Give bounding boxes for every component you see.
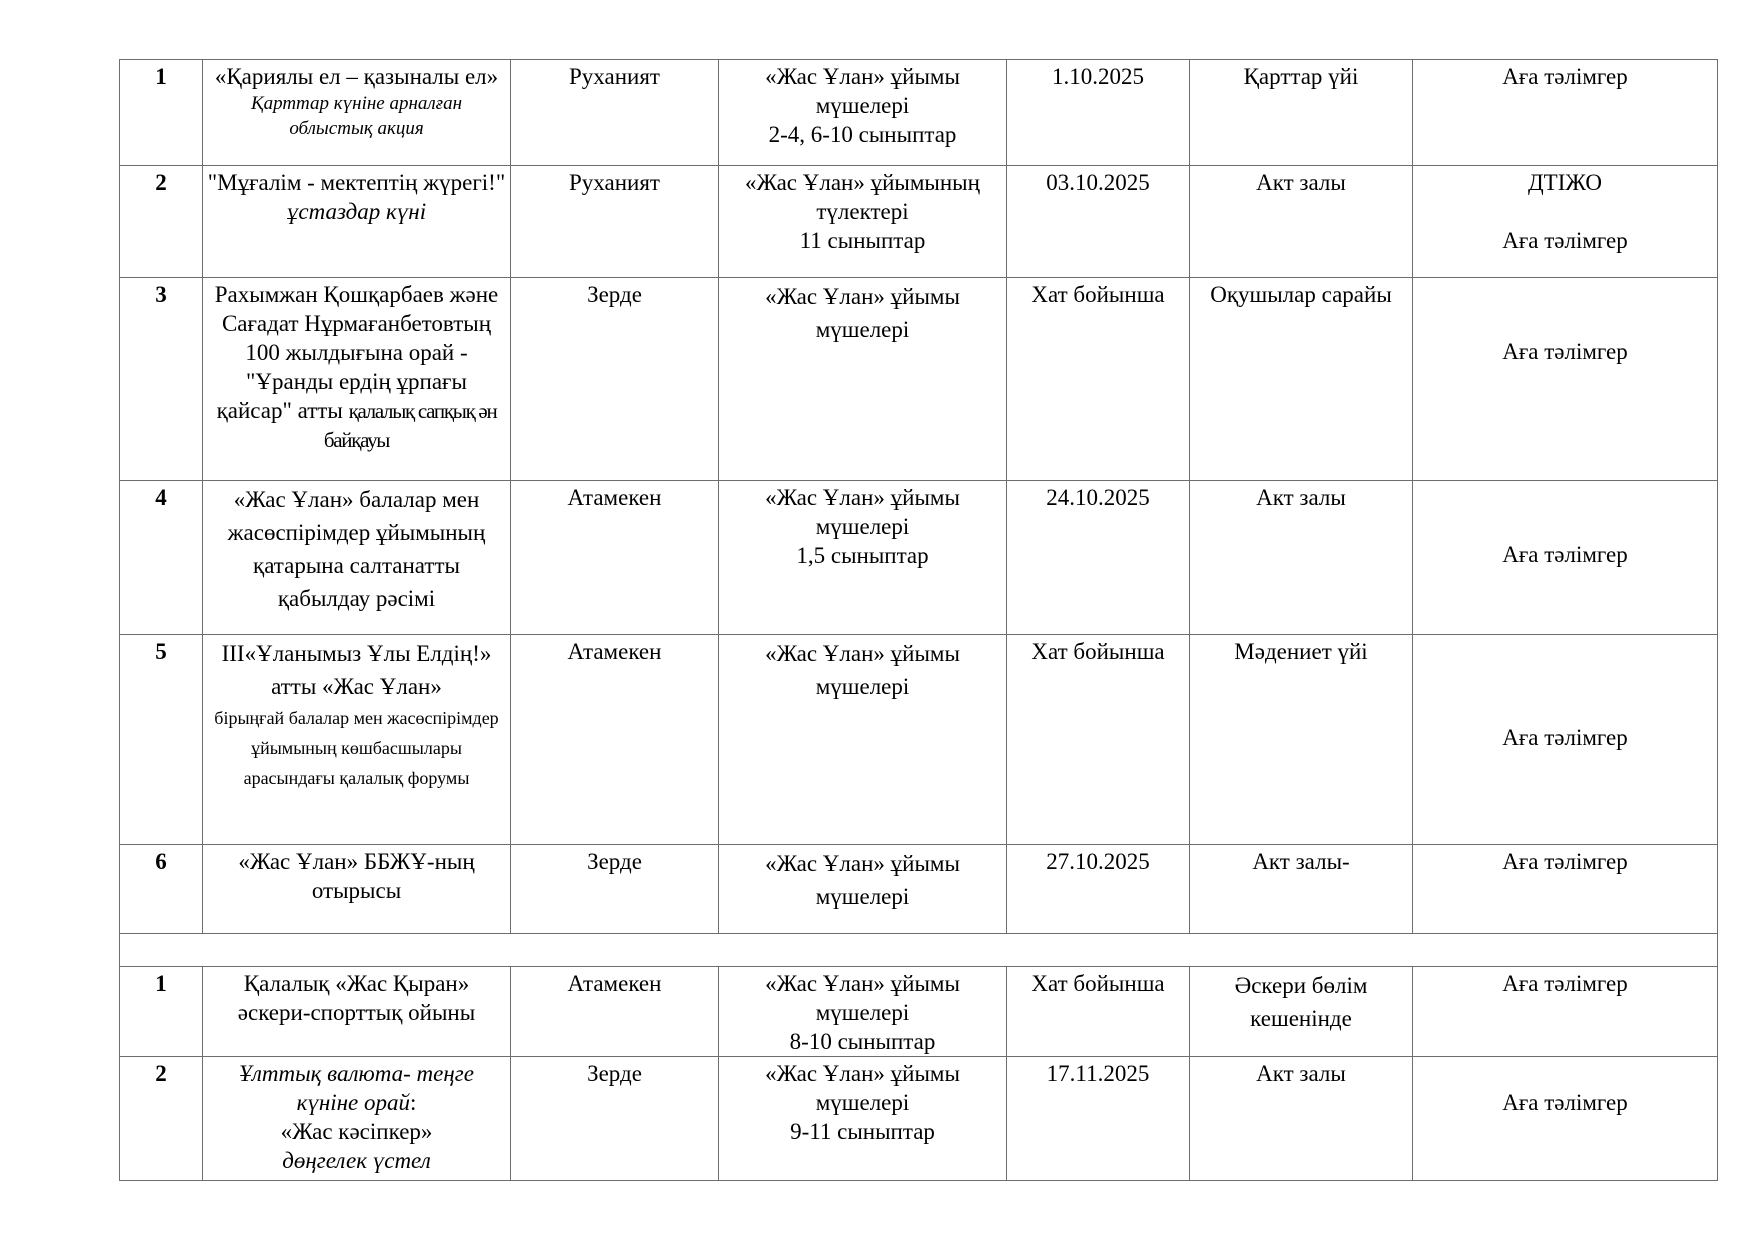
- classes-text: 2-4, 6-10 сыныптар: [768, 122, 957, 147]
- row-number: 5: [120, 635, 203, 845]
- participants-cell: «Жас Ұлан» ұйымы мүшелері: [719, 845, 1007, 934]
- table-row: [120, 481, 1718, 635]
- table-row: [120, 278, 1718, 481]
- responsible-text: Аға тәлімгер: [1502, 725, 1628, 750]
- row-number: 4: [120, 481, 203, 635]
- place-cell: Мәдениет үйі: [1190, 635, 1413, 845]
- direction-cell: Зерде: [511, 845, 719, 934]
- events-plan-table: [119, 59, 1718, 1181]
- direction-cell: Атамекен: [511, 967, 719, 1057]
- classes-text: 8-10 сыныптар: [789, 1029, 936, 1054]
- responsible-secondary: Аға тәлімгер: [1502, 228, 1628, 253]
- event-occasion-colon: :: [410, 1090, 417, 1115]
- spacer: [1417, 1059, 1713, 1088]
- classes-text: 1,5 сыныптар: [796, 543, 929, 568]
- table-row: [120, 845, 1718, 934]
- participants-cell: «Жас Ұлан» ұйымы мүшелері: [719, 278, 1007, 481]
- event-occasion: Ұлттық валюта- теңге күніне орай: [239, 1061, 474, 1115]
- responsible-text: Аға тәлімгер: [1502, 1090, 1628, 1115]
- event-title-tail: қалалық сапқық ән байқауы: [323, 399, 497, 452]
- responsible-cell: Аға тәлімгер: [1413, 967, 1718, 1057]
- responsible-cell: [1413, 278, 1718, 481]
- event-subtitle: Қарттар күніне арналған облыстық акция: [250, 93, 463, 139]
- table-row: [120, 1057, 1718, 1181]
- participants-cell: [719, 967, 1007, 1057]
- event-cell: [203, 60, 511, 166]
- place-cell: Оқушылар сарайы: [1190, 278, 1413, 481]
- section-divider: [120, 934, 1718, 967]
- event-title: Рахымжан Қошқарбаев және Сағадат Нұрмағанбетовтың 100 жылдығына орай - "Ұранды ердің ұрпағы қайсар" атты: [214, 282, 499, 423]
- event-title-tail: бірыңғай балалар мен жасөспірімдер ұйымының көшбасшылары арасындағы қалалық форумы: [214, 708, 499, 788]
- classes-text: 11 сыныптар: [799, 228, 926, 253]
- row-number: 2: [120, 166, 203, 278]
- event-cell: «Жас Ұлан» балалар мен жасөспірімдер ұйымының қатарына салтанатты қабылдау рәсімі: [203, 481, 511, 635]
- place-cell: Акт залы-: [1190, 845, 1413, 934]
- participants-text: «Жас Ұлан» ұйымы мүшелері: [765, 971, 960, 1025]
- place-cell: Акт залы: [1190, 481, 1413, 635]
- event-cell: [203, 166, 511, 278]
- direction-cell: Зерде: [511, 1057, 719, 1181]
- event-cell: «Жас Ұлан» ББЖҰ-ның отырысы: [203, 845, 511, 934]
- participants-cell: [719, 1057, 1007, 1181]
- date-cell: Хат бойынша: [1007, 635, 1190, 845]
- section-divider-row: [120, 934, 1718, 967]
- table-row: [120, 166, 1718, 278]
- responsible-cell: [1413, 481, 1718, 635]
- direction-cell: Руханият: [511, 60, 719, 166]
- responsible-cell: [1413, 166, 1718, 278]
- row-number: 2: [120, 1057, 203, 1181]
- event-cell: [203, 278, 511, 481]
- table-row: [120, 967, 1718, 1057]
- event-title: "Мұғалім - мектептің жүрегі!": [207, 170, 506, 195]
- place-cell: Акт залы: [1190, 166, 1413, 278]
- spacer: [1417, 483, 1713, 540]
- responsible-primary: ДТІЖО: [1527, 170, 1603, 195]
- row-number: 3: [120, 278, 203, 481]
- participants-cell: [719, 166, 1007, 278]
- event-title: ІІІ«Ұланымыз Ұлы Елдің!» атты «Жас Ұлан»: [221, 641, 492, 699]
- responsible-cell: Аға тәлімгер: [1413, 845, 1718, 934]
- event-cell: Қалалық «Жас Қыран» әскери-спорттық ойыны: [203, 967, 511, 1057]
- direction-cell: Руханият: [511, 166, 719, 278]
- date-cell: 1.10.2025: [1007, 60, 1190, 166]
- responsible-cell: [1413, 1057, 1718, 1181]
- table-row: [120, 60, 1718, 166]
- event-subtitle: дөңгелек үстел: [282, 1148, 431, 1173]
- date-cell: 03.10.2025: [1007, 166, 1190, 278]
- classes-text: 9-11 сыныптар: [790, 1119, 935, 1144]
- place-cell: Акт залы: [1190, 1057, 1413, 1181]
- row-number: 1: [120, 60, 203, 166]
- spacer: [1417, 280, 1713, 337]
- date-cell: 27.10.2025: [1007, 845, 1190, 934]
- participants-text: «Жас Ұлан» ұйымы мүшелері: [765, 485, 960, 539]
- row-number: 1: [120, 967, 203, 1057]
- participants-text: «Жас Ұлан» ұйымы мүшелері: [765, 1061, 960, 1115]
- event-title: «Қариялы ел – қазыналы ел»: [214, 64, 499, 89]
- event-title: «Жас кәсіпкер»: [280, 1119, 433, 1144]
- table-row: [120, 635, 1718, 845]
- place-cell: Әскери бөлім кешенінде: [1190, 967, 1413, 1057]
- direction-cell: Атамекен: [511, 481, 719, 635]
- participants-cell: «Жас Ұлан» ұйымы мүшелері: [719, 635, 1007, 845]
- responsible-text: Аға тәлімгер: [1502, 339, 1628, 364]
- participants-text: «Жас Ұлан» ұйымы мүшелері: [765, 64, 960, 118]
- event-cell: [203, 635, 511, 845]
- date-cell: Хат бойынша: [1007, 967, 1190, 1057]
- spacer: [1417, 637, 1713, 723]
- participants-cell: [719, 60, 1007, 166]
- date-cell: 24.10.2025: [1007, 481, 1190, 635]
- date-cell: 17.11.2025: [1007, 1057, 1190, 1181]
- direction-cell: Зерде: [511, 278, 719, 481]
- responsible-cell: Аға тәлімгер: [1413, 60, 1718, 166]
- participants-text: «Жас Ұлан» ұйымының түлектері: [745, 170, 980, 224]
- event-cell: [203, 1057, 511, 1181]
- event-subtitle: ұстаздар күні: [286, 199, 427, 224]
- responsible-cell: [1413, 635, 1718, 845]
- participants-cell: [719, 481, 1007, 635]
- responsible-text: Аға тәлімгер: [1502, 542, 1628, 567]
- row-number: 6: [120, 845, 203, 934]
- direction-cell: Атамекен: [511, 635, 719, 845]
- date-cell: Хат бойынша: [1007, 278, 1190, 481]
- place-cell: Қарттар үйі: [1190, 60, 1413, 166]
- spacer: [1417, 197, 1713, 226]
